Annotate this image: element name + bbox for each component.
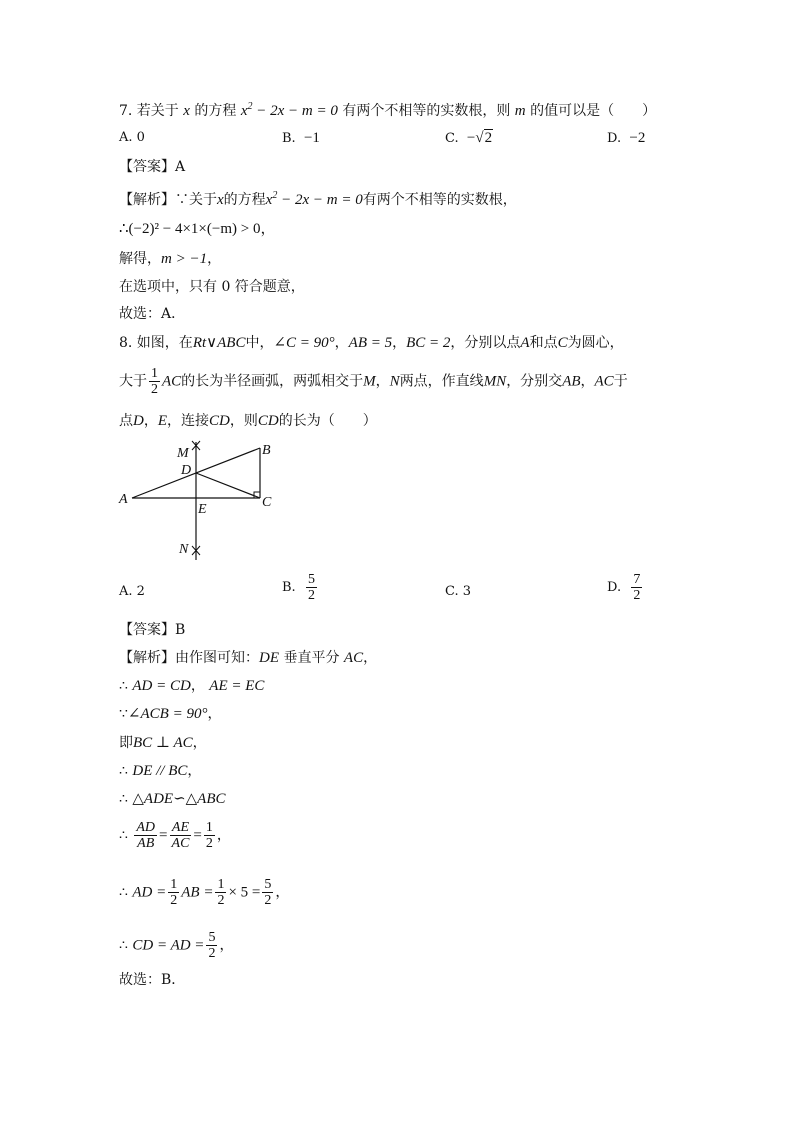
q7-stem <box>119 97 656 121</box>
q8-stem-line1: 8. 如图，在Rt∨ABC中，∠C = 90°，AB = 5，BC = 2，分别以点A和点C为圆心， <box>119 335 624 351</box>
q7-option-d: D. −2 <box>607 130 646 146</box>
q7-equation: $x^2 - 2x - m = 0$ <box>240 101 338 119</box>
q8-analysis-s7: ∴ $\frac{AD}{AB}$ = $\frac{AE}{AC}$ = $\frac{1}{2}$ ， <box>119 820 231 851</box>
q8-analysis-s6: ∴ △ADE∽△ABC <box>119 791 226 807</box>
q7-analysis-line5: 故选：A． <box>119 306 186 322</box>
q8-option-c: C. 3 <box>445 584 472 599</box>
q8-analysis-s8: ∴ AD = $\frac{1}{2}$ AB = $\frac{1}{2}$ × 5 = $\frac{5}{2}$ ， <box>119 877 290 908</box>
label-b: B <box>262 443 271 458</box>
q8-analysis-final: 故选：B． <box>119 972 186 988</box>
q7-var-x: x <box>183 103 190 119</box>
q8-analysis-s9: ∴ CD = AD = $\frac{5}{2}$ ， <box>119 930 234 961</box>
q8-option-b: B. $\frac{5}{2}$ <box>282 572 315 603</box>
q8-analysis-s3: ∵∠ACB = 90°， <box>119 706 222 722</box>
label-d: D <box>181 463 192 478</box>
q7-text-2: 有两个不相等的实数根，则 <box>342 103 511 119</box>
q7-analysis-line2: ∴(−2)² − 4×1×(−m) > 0， <box>119 221 276 237</box>
q8-geometry-figure <box>110 436 300 566</box>
q7-analysis-line1: 【解析】∵关于x的方程$x^2 - 2x - m = 0$有两个不相等的实数根， <box>119 190 517 208</box>
label-m: M <box>177 446 189 461</box>
q7-option-c: C. −√2 <box>445 130 493 146</box>
q8-stem-line2: 大于 $\frac{1}{2}$ AC的长为半径画弧，两弧相交于M，N两点，作直线MN，分别交AB，AC于 <box>119 366 628 397</box>
q7-option-b: B. −1 <box>282 130 320 146</box>
q7-text: 的方程 <box>194 103 237 119</box>
q8-stem-line3: 点D，E，连接CD，则CD的长为（ ） <box>119 413 377 429</box>
label-n: N <box>179 542 189 557</box>
label-a: A <box>119 492 128 507</box>
q7-answer: 【答案】A <box>119 159 186 175</box>
q7-analysis-line4: 在选项中，只有 0 符合题意， <box>119 279 305 295</box>
q8-option-d: D. $\frac{7}{2}$ <box>607 572 641 603</box>
segment-cd <box>196 473 260 498</box>
q8-analysis-s5: ∴ DE // BC， <box>119 763 202 779</box>
q7-var-m: m <box>514 103 526 119</box>
q8-analysis-s4: 即BC ⊥ AC， <box>119 735 207 751</box>
q7-prefix: 7. 若关于 <box>119 103 179 119</box>
q8-option-a: A. 2 <box>119 584 145 599</box>
q8-analysis-s1: 【解析】由作图可知：DE 垂直平分 AC， <box>119 650 378 666</box>
label-e: E <box>198 502 207 517</box>
label-c: C <box>262 495 272 510</box>
q8-answer: 【答案】B <box>119 622 186 638</box>
q7-analysis-line3: 解得，m > −1， <box>119 251 222 267</box>
q8-analysis-s2: ∴ AD = CD， AE = EC <box>119 678 265 694</box>
q7-text-end: 的值可以是（ ） <box>530 103 657 119</box>
q7-option-a: A. 0 <box>119 130 145 145</box>
